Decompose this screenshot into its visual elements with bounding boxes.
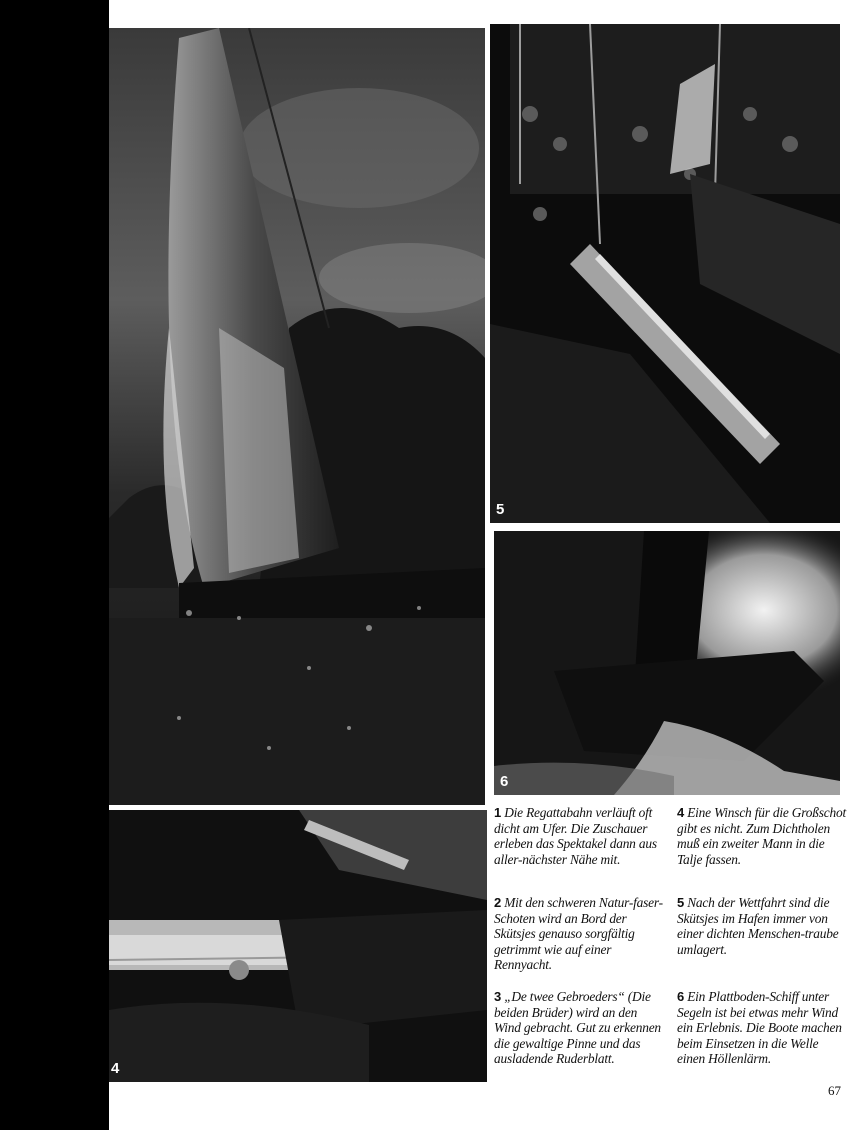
photo-6-number: 6	[500, 773, 509, 790]
photo-5-image	[490, 24, 840, 523]
caption-4-text: Eine Winsch für die Großschot gibt es nicht. Zum Dichtholen muß ein zweiter Mann in die Talje fassen.	[677, 805, 847, 867]
caption-3-text: „De twee Gebroeders“ (Die beiden Brüder) wird an den Wind gebracht. Gut zu erkennen die gewaltige Pinne und das ausladende Ruderblatt.	[494, 989, 661, 1067]
photo-sailing-regatta	[109, 28, 485, 805]
photo-6-image	[494, 531, 840, 795]
photo-harbor-crowd	[490, 24, 840, 523]
caption-4-number: 4	[677, 805, 685, 820]
photo-5-number: 5	[496, 501, 505, 518]
photo-4-number: 4	[111, 1060, 120, 1077]
photo-deck-tackle	[109, 810, 487, 1082]
caption-6	[677, 989, 847, 1067]
caption-2-number: 2	[494, 895, 502, 910]
page-number: 67	[828, 1083, 841, 1098]
photo-boat-spray	[494, 531, 840, 795]
caption-5-text: Nach der Wettfahrt sind die Skütsjes im Hafen immer von einer dichten Menschen-traube umlagert.	[677, 895, 839, 957]
caption-1-text: Die Regattabahn verläuft oft dicht am Ufer. Die Zuschauer erleben das Spektakel dann aus aller-nächster Nähe mit.	[494, 805, 657, 867]
caption-6-text: Ein Plattboden-Schiff unter Segeln ist bei etwas mehr Wind ein Erlebnis. Die Boote machen beim Einsetzen in die Welle einen Höllenlärm.	[677, 989, 842, 1067]
caption-3	[494, 989, 664, 1067]
caption-6-number: 6	[677, 989, 685, 1004]
left-black-margin	[0, 0, 109, 1130]
caption-4	[677, 805, 847, 867]
caption-5	[677, 895, 847, 957]
photo-4-image	[109, 810, 487, 1082]
caption-2-text: Mit den schweren Natur-faser-Schoten wird an Bord der Skütsjes genauso sorgfältig getrimmt wie auf einer Rennyacht.	[494, 895, 663, 973]
caption-1	[494, 805, 664, 867]
caption-3-number: 3	[494, 989, 502, 1004]
caption-2	[494, 895, 664, 973]
caption-1-number: 1	[494, 805, 502, 820]
caption-5-number: 5	[677, 895, 685, 910]
photo-1-image	[109, 28, 485, 805]
